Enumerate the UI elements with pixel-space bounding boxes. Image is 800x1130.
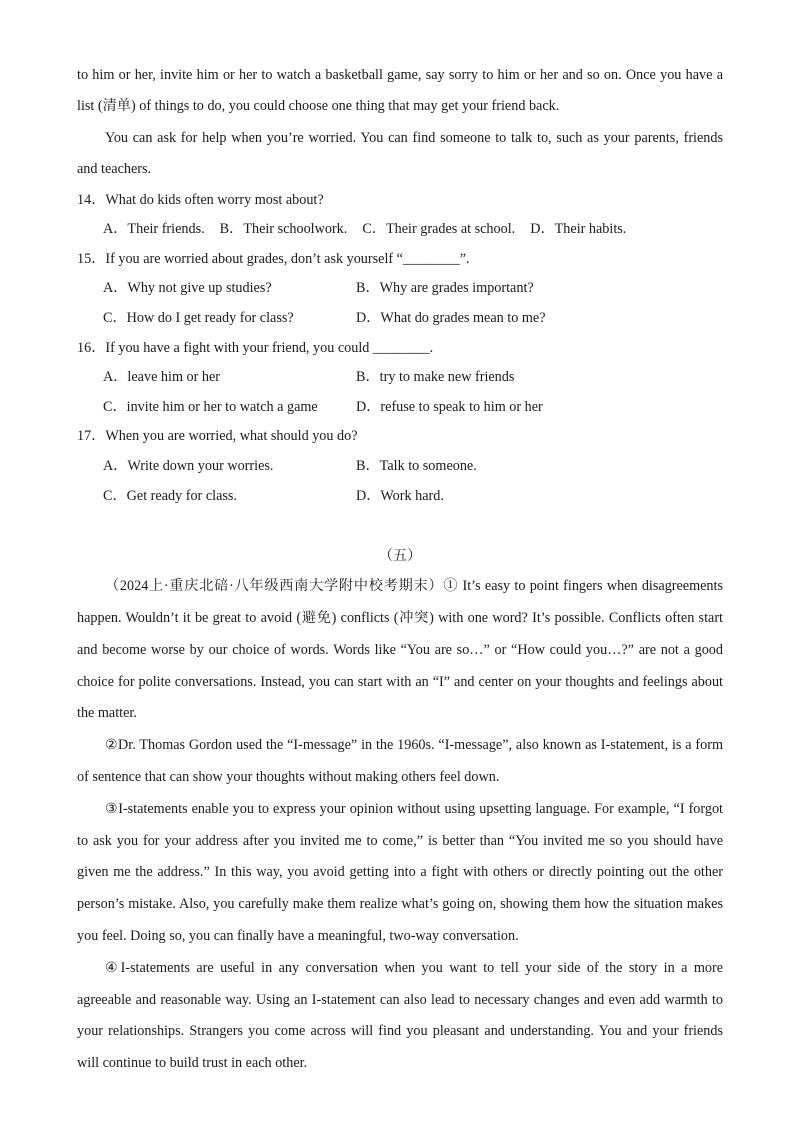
option-b: B．Talk to someone. — [356, 457, 477, 474]
document-page — [77, 60, 723, 1080]
options-row — [77, 363, 723, 393]
intro-paragraph-2: You can ask for help when you’re worried. You can find someone to talk to, such as your parents, friends and teachers. — [77, 129, 723, 178]
option-c: C．How do I get ready for class? — [103, 310, 294, 326]
options-row — [77, 215, 723, 245]
options-row — [77, 482, 723, 512]
question-stem: 17．When you are worried, what should you do? — [77, 428, 358, 445]
option-b: B．try to make new friends — [356, 369, 515, 386]
question-16 — [77, 334, 723, 423]
option-d: D．refuse to speak to him or her — [356, 398, 543, 415]
option-c: C．Get ready for class. — [103, 487, 237, 504]
passage-paragraph-4: ④I-statements are useful in any conversation when you want to tell your side of the story in a more agreeable and reasonable way. Using an I-statement can also lead to necessary changes and even add warmth to your relationships. Strangers you come across will find you pleasant and understanding. You and your friends will continue to build trust in each other. — [77, 959, 723, 1072]
passage-paragraph-3: ③I-statements enable you to express your opinion without using upsetting language. For example, “I forgot to ask you for your address after you invited me to come,” is better than “You invited me so you should have given me the address.” In this way, you avoid getting into a fight with others or directly pointing out the other person’s mistake. Also, you carefully make them realize what’s going on, showing them how the situation makes you feel. Doing so, you can finally have a meaningful, two-way conversation. — [77, 800, 723, 944]
passage-paragraph-1: （2024上·重庆北碚·八年级西南大学附中校考期末）① It’s easy to point fingers when disagreements happen. Wouldn’t it be great to avoid (避免) conflicts (冲突) with one word? It’s possible. Conflicts often start and become worse by our choice of words. Words like “You are so…” or “How could you…?” are not a good choice for polite conversations. Instead, you can start with an “I” and center on your thoughts and feelings about the matter. — [77, 578, 723, 722]
question-stem: 15．If you are worried about grades, don’t ask yourself “________”. — [77, 250, 470, 267]
option-c: C．invite him or her to watch a game — [103, 398, 318, 415]
section-title: （五） — [378, 548, 422, 565]
option-d: D．What do grades mean to me? — [356, 310, 546, 326]
option-a: A．Why not give up studies? — [103, 280, 272, 297]
options-row — [77, 393, 723, 423]
option-a: A．Their friends. — [103, 221, 205, 238]
passage-paragraph-2: ②Dr. Thomas Gordon used the “I-message” in the 1960s. “I-message”, also known as I-statement, is a form of sentence that can show your thoughts without making others feel down. — [77, 737, 723, 785]
option-c: C．Their grades at school. — [362, 221, 516, 238]
option-a: A．leave him or her — [103, 369, 221, 386]
question-stem: 14．What do kids often worry most about? — [77, 191, 324, 208]
option-d: D．Their habits. — [530, 221, 627, 238]
options-row — [77, 274, 723, 304]
question-stem: 16．If you have a fight with your friend, you could ________. — [77, 339, 434, 356]
passage — [77, 571, 723, 1080]
option-d: D．Work hard. — [356, 487, 444, 504]
question-list — [77, 186, 723, 512]
option-a: A．Write down your worries. — [103, 457, 274, 474]
option-b: B．Their schoolwork. — [219, 221, 348, 238]
option-b: B．Why are grades important? — [356, 280, 534, 297]
intro-paragraph-1: to him or her, invite him or her to watch a basketball game, say sorry to him or her and so on. Once you have a list (清单) of things to do, you could choose one thing that may get your friend back. — [77, 67, 723, 115]
options-row — [77, 452, 723, 482]
options-row — [77, 304, 723, 334]
question-14 — [77, 186, 723, 245]
question-17 — [77, 422, 723, 511]
question-15 — [77, 245, 723, 334]
